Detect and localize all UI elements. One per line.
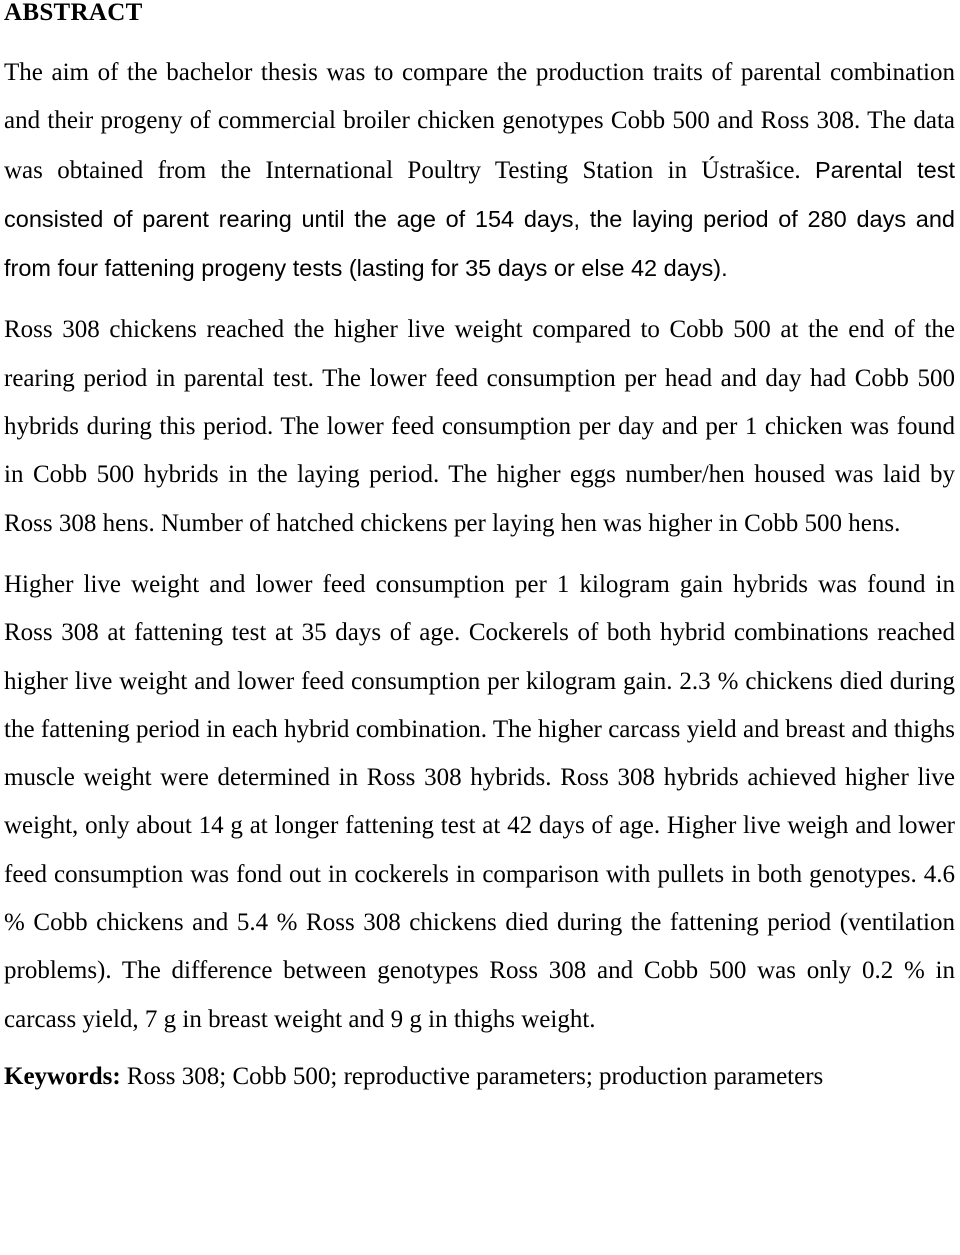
keywords-line [4,1053,955,1101]
keywords-label: Keywords: [4,1062,121,1090]
paragraph-1-part-1: The aim of the bachelor thesis was to compare the production traits of parental combination and their progeny of commercial broiler chicken genotypes Cobb 500 and Ross 308. The data was obtained from the International Poultry Testing Station in Ústrašice. [4,59,955,184]
abstract-paragraph-2: Ross 308 chickens reached the higher live weight compared to Cobb 500 at the end of the rearing period in parental test. The lower feed consumption per head and day had Cobb 500 hybrids during this period. The lower feed consumption per day and per 1 chicken was found in Cobb 500 hybrids in the laying period. The higher eggs number/hen housed was laid by Ross 308 hens. Number of hatched chickens per laying hen was higher in Cobb 500 hens. [4,316,955,537]
abstract-paragraph-1 [4,49,955,293]
abstract-paragraph-3: Higher live weight and lower feed consumption per 1 kilogram gain hybrids was found in Ross 308 at fattening test at 35 days of age. Cockerels of both hybrid combinations reached higher live weight and lower feed consumption per kilogram gain. 2.3 % chickens died during the fattening period in each hybrid combination. The higher carcass yield and breast and thighs muscle weight were determined in Ross 308 hybrids. Ross 308 hybrids achieved higher live weight, only about 14 g at longer fattening test at 42 days of age. Higher live weigh and lower feed consumption was fond out in cockerels in comparison with pullets in both genotypes. 4.6 % Cobb chickens and 5.4 % Ross 308 chickens died during the fattening period (ventilation problems). The difference between genotypes Ross 308 and Cobb 500 was only 0.2 % in carcass yield, 7 g in breast weight and 9 g in thighs weight. [4,570,955,1033]
abstract-heading: ABSTRACT [4,0,143,26]
paragraph-1-part-2: Parental test consisted of parent rearing until the age of 154 days, the laying period of 280 days and from four fattening progeny tests (lasting for 35 days or else 42 days). [4,156,955,282]
document-page [4,0,955,1101]
keywords-text: Ross 308; Cobb 500; reproductive parameters; production parameters [120,1062,824,1090]
